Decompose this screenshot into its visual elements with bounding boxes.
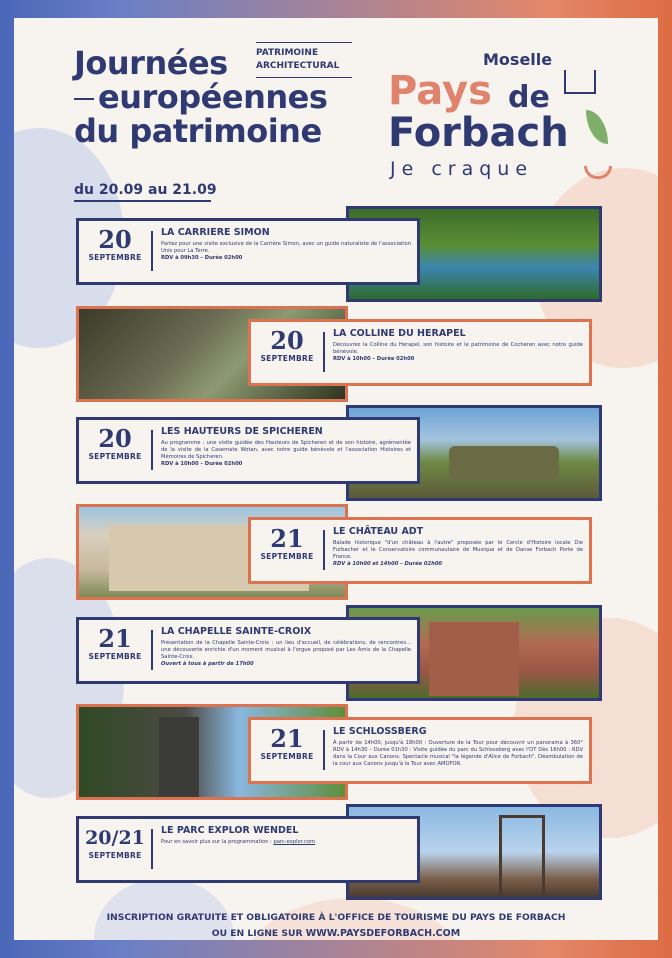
date-range: du 20.09 au 21.09: [74, 182, 217, 198]
chapel-shape: [429, 622, 519, 696]
leaf-icon: [586, 110, 608, 144]
event-description: Pour en savoir plus sur la programmation :: [161, 839, 274, 845]
event-title: LE CHÂTEAU ADT: [333, 526, 424, 537]
tower-shape: [159, 717, 199, 797]
event-day: 20: [270, 326, 304, 355]
logo-moselle: Moselle: [483, 50, 553, 69]
event-info: [333, 328, 583, 363]
logo-forbach: Forbach: [388, 110, 569, 156]
event-card-chapelle-sainte-croix: [76, 617, 420, 684]
event-card-parc-explor-wendel: [76, 816, 420, 883]
event-date: [257, 328, 317, 363]
event-month: SEPTEMBRE: [88, 253, 142, 262]
event-description: Partez pour une visite exclusive de la Carrière Simon, avec un guide naturaliste de l'association Unis pour La Terre.: [161, 241, 411, 254]
footer-online: OU EN LIGNE SUR: [211, 928, 303, 939]
event-card-carriere-simon: [76, 218, 420, 285]
event-card-hauteurs-spicheren: [76, 417, 420, 484]
event-day: 20: [98, 424, 132, 453]
event-rdv: RDV à 09h30 – Durée 02h00: [161, 255, 243, 261]
event-month: SEPTEMBRE: [260, 752, 314, 761]
divider: [323, 530, 325, 570]
event-description: Balade historique "d'un château à l'autre" proposée par le Cercle d'Histoire locale Die Furbacher et le Conservatoire communautaire de Musique et de Danse Forbach Porte de France.: [333, 540, 583, 560]
poster-sheet: [14, 18, 658, 940]
category-tag-line-2: ARCHITECTURAL: [256, 61, 340, 71]
event-description: À partir de 14h00, jusqu'à 18h00 : Ouverture de la Tour pour découvrir un panorama à 360° RDV à 14h30 – Durée 01h30 : Visite guidée du parc du Schlossberg avec l'OT Dès 16h00 : RDV dans la Cour aux Canons. Spectacle musical "la légende d'Alice de Forbach". Déambulation de la cour aux Canons jusqu'à la Tour avec AMOFOR.: [333, 740, 583, 767]
castle-icon: [564, 70, 596, 94]
parc-explor-link[interactable]: parc-explor.com: [273, 839, 316, 845]
title-line-3: du patrimoine: [74, 112, 322, 150]
footer-registration: INSCRIPTION GRATUITE ET OBLIGATOIRE À L'OFFICE DE TOURISME DU PAYS DE FORBACH: [106, 912, 566, 923]
category-tag: [256, 42, 352, 78]
event-title: LE PARC EXPLOR WENDEL: [161, 825, 299, 836]
event-day: 20/21: [85, 827, 145, 849]
divider: [151, 829, 153, 869]
event-date: [85, 426, 145, 461]
logo-slogan: Je craque: [390, 158, 534, 180]
event-description: Découvrez la Colline du Herapel, son histoire et le patrimoine de Cocheren avec notre guide bénévole.: [333, 342, 583, 355]
date-underline: [74, 200, 211, 202]
event-title: LES HAUTEURS DE SPICHEREN: [161, 426, 323, 437]
event-day: 21: [98, 624, 132, 653]
divider: [151, 630, 153, 670]
event-date: [85, 825, 145, 860]
event-date: [85, 626, 145, 661]
event-month: SEPTEMBRE: [260, 552, 314, 561]
title-line-1: Journées: [74, 44, 228, 82]
divider: [323, 730, 325, 770]
event-month: SEPTEMBRE: [260, 354, 314, 363]
event-title: LE SCHLOSSBERG: [333, 726, 427, 737]
category-tag-line-1: PATRIMOINE: [256, 48, 319, 58]
event-info: [161, 626, 411, 668]
event-info: [333, 526, 583, 568]
event-info: [161, 426, 411, 468]
divider: [151, 430, 153, 470]
divider: [151, 231, 153, 271]
event-title: LA CARRIERE SIMON: [161, 227, 270, 238]
title-dash: [74, 98, 94, 100]
event-day: 21: [270, 524, 304, 553]
event-description: Présentation de la Chapelle Sainte-Croix : un lieu d'accueil, de célébrations, de rencontres... une découverte enrichie d'un moment musical à l'orgue proposé par Les Amis de la Chapelle Sainte-Croix.: [161, 640, 411, 660]
event-description: Au programme : une visite guidée des Hauteurs de Spicheren et de son histoire, agrémentée de la visite de la Casemate Wotan, avec notre guide bénévole et l'association Histoires et Mémoires de Spicheren.: [161, 440, 411, 460]
tank-shape: [449, 446, 559, 480]
event-info: [333, 726, 583, 768]
event-rdv: RDV à 10h00 – Durée 02h00: [333, 356, 415, 362]
event-date: [257, 726, 317, 761]
event-rdv: Ouvert à tous à partir de 17h00: [161, 661, 254, 667]
event-rdv: RDV à 10h00 – Durée 02h00: [161, 461, 243, 467]
event-date: [85, 227, 145, 262]
event-title: LA COLLINE DU HERAPEL: [333, 328, 466, 339]
event-title: LA CHAPELLE SAINTE-CROIX: [161, 626, 312, 637]
event-rdv: RDV à 10h00 et 14h00 – Durée 02h00: [333, 561, 443, 567]
event-day: 20: [98, 225, 132, 254]
event-info: [161, 825, 411, 846]
event-month: SEPTEMBRE: [88, 851, 142, 860]
event-date: [257, 526, 317, 561]
divider: [323, 332, 325, 372]
event-info: [161, 227, 411, 262]
event-card-schlossberg: [248, 717, 592, 784]
footer: [14, 910, 658, 940]
headframe-shape: [499, 815, 545, 898]
event-month: SEPTEMBRE: [88, 652, 142, 661]
title-line-2: européennes: [98, 78, 328, 116]
event-month: SEPTEMBRE: [88, 452, 142, 461]
logo-de: de: [508, 80, 550, 115]
smile-icon: [584, 166, 612, 179]
pays-de-forbach-logo: [388, 50, 628, 185]
event-card-colline-herapel: [248, 319, 592, 386]
website-link[interactable]: WWW.PAYSDEFORBACH.COM: [305, 928, 461, 939]
event-card-chateau-adt: [248, 517, 592, 584]
logo-pays: Pays: [388, 68, 492, 114]
event-day: 21: [270, 724, 304, 753]
